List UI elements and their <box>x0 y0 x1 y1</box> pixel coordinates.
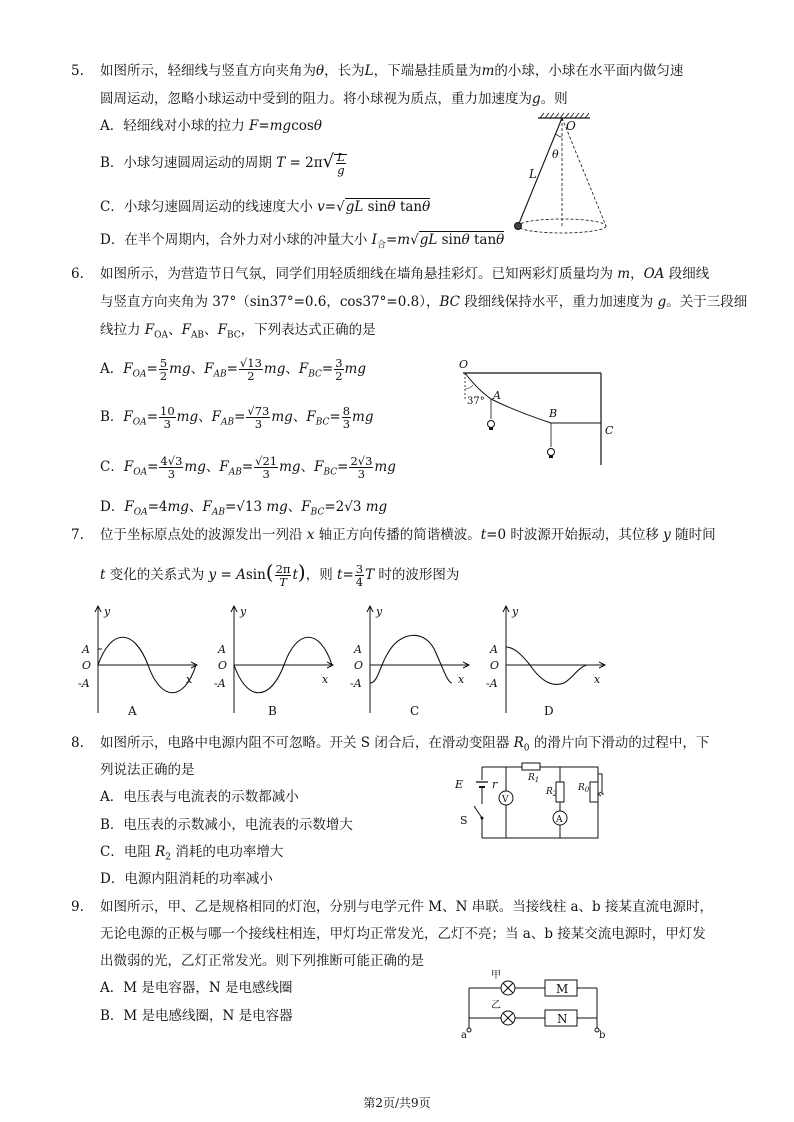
svg-text:y: y <box>104 605 111 618</box>
svg-text:-A: -A <box>350 677 362 690</box>
svg-text:-A: -A <box>486 677 498 690</box>
q5-option-b: B．小球匀速圆周运动的周期 T = 2π√ $\frac{L}{g}$ <box>100 150 345 177</box>
q8-stem-line1: 如图所示，电路中电源内阻不可忽略。开关 S 闭合后，在滑动变阻器 $R_0$ 的滑片向下滑动的过程中，下 <box>100 735 710 754</box>
page-footer: 第2页/共9页 <box>363 1096 431 1110</box>
q7-stem-line1: 位于坐标原点处的波源发出一列沿 x 轴正方向传播的简谐横波。t=0 时波源开始振动，其位移 y 随时间 <box>100 527 716 543</box>
q6-option-d: D．$F_{OA}=4mg$、$F_{AB}=√13$ mg、$F_{BC}=2√3$ mg <box>100 499 388 518</box>
svg-text:-A: -A <box>78 677 90 690</box>
q8-label-r0: $R_0$ <box>578 783 590 794</box>
q6-label-a: A <box>493 389 501 402</box>
q7-graph-b <box>212 603 337 723</box>
q8-label-s: S <box>460 814 468 827</box>
q6-stem-line1: 如图所示，为营造节日气氛，同学们用轻质细线在墙角悬挂彩灯。已知两彩灯质量均为 m，OA 段细线 <box>100 266 710 282</box>
q6-option-a: A．$F_{OA}=$ $\frac{5}{2}$ mg、$F_{AB}=$ $\frac{√13}{2}$ mg、$F_{BC}=$ $\frac{3}{2}$ mg <box>100 356 366 383</box>
q6-label-c: C <box>605 424 614 437</box>
q6-option-c: C．$F_{OA}=$ $\frac{4√3}{3}$ mg、$F_{AB}=$ $\frac{√21}{3}$ mg、$F_{BC}=$ $\frac{2√3}{3}$ mg <box>100 454 396 481</box>
q9-label-yi: 乙 <box>491 1000 501 1011</box>
svg-text:O: O <box>218 659 228 672</box>
q7-graph-b-label: B <box>268 704 277 718</box>
q8-number: 8. <box>71 735 84 751</box>
q9-label-n: N <box>557 1012 568 1026</box>
q5-option-c: C．小球匀速圆周运动的线速度大小 v=√gL sinθ tanθ <box>100 199 431 215</box>
q6-stem-line3: 线拉力 $F_{OA}$、$F_{AB}$、$F_{BC}$，下列表达式正确的是 <box>100 322 376 341</box>
q9-label-b: b <box>599 1030 606 1041</box>
q9-stem-line2: 无论电源的正极与哪一个接线柱相连，甲灯均正常发光，乙灯不亮；当 a、b 接某交流电源时，甲灯发 <box>100 926 706 942</box>
svg-text:O: O <box>354 659 364 672</box>
q8-option-d: D．电源内阻消耗的功率减小 <box>100 871 273 887</box>
q6-label-b: B <box>549 407 558 420</box>
q9-stem-line3: 出微弱的光，乙灯正常发光。则下列推断可能正确的是 <box>100 953 424 969</box>
q9-option-a: A．M 是电容器，N 是电感线圈 <box>100 980 293 996</box>
q5-number: 5. <box>71 63 84 79</box>
q6-label-o: O <box>459 358 469 371</box>
q8-option-c: C．电阻 $R_2$ 消耗的电功率增大 <box>100 844 284 863</box>
q8-circuit-figure <box>450 760 620 845</box>
svg-text:y: y <box>376 605 383 618</box>
q8-label-v: V <box>502 795 509 805</box>
q5-option-a: A．轻细线对小球的拉力 F=mgcosθ <box>100 118 322 134</box>
q8-option-b: B．电压表的示数减小，电流表的示数增大 <box>100 817 353 833</box>
svg-text:x: x <box>458 673 465 686</box>
svg-text:A: A <box>354 643 362 656</box>
q9-option-b: B．M 是电感线圈，N 是电容器 <box>100 1008 293 1024</box>
q5-option-d: D．在半个周期内，合外力对小球的冲量大小 $I_合=m√gL$ sinθ tanθ <box>100 232 505 251</box>
q7-number: 7. <box>71 527 84 543</box>
q5-label-theta: θ <box>552 148 559 161</box>
q6-stem-line2: 与竖直方向夹角为 37°（sin37°=0.6，cos37°=0.8），BC 段细线保持水平，重力加速度为 g。关于三段细 <box>100 294 748 310</box>
q9-label-a: a <box>461 1030 467 1041</box>
svg-text:y: y <box>512 605 519 618</box>
q7-graph-a-label: A <box>128 704 137 718</box>
q9-circuit-figure <box>455 966 610 1041</box>
svg-text:x: x <box>322 673 329 686</box>
q5-label-l: L <box>529 167 537 181</box>
q8-stem-line2: 列说法正确的是 <box>100 762 195 778</box>
q6-label-angle: 37° <box>467 396 485 407</box>
q9-label-jia: 甲 <box>491 970 501 981</box>
q7-graph-c <box>348 603 473 723</box>
q8-label-ammeter: A <box>556 815 563 825</box>
q6-option-b: B．$F_{OA}=$ $\frac{10}{3}$ mg、$F_{AB}=$ $\frac{√73}{3}$ mg、$F_{BC}=$ $\frac{8}{3}$ mg <box>100 404 374 431</box>
q6-number: 6. <box>71 266 84 282</box>
svg-text:O: O <box>490 659 500 672</box>
q9-stem-line1: 如图所示，甲、乙是规格相同的灯泡，分别与电学元件 M、N 串联。当接线柱 a、b 接某直流电源时， <box>100 899 713 915</box>
svg-text:x: x <box>594 673 601 686</box>
q9-number: 9. <box>71 899 84 915</box>
q8-label-r1: $R_1$ <box>528 773 540 784</box>
q8-label-r2: $R_2$ <box>546 787 558 798</box>
q9-label-m: M <box>556 982 569 996</box>
svg-text:y: y <box>240 605 247 618</box>
q8-label-e: E <box>455 778 464 791</box>
svg-text:A: A <box>490 643 498 656</box>
svg-text:x: x <box>186 673 193 686</box>
q7-graph-c-label: C <box>410 704 420 718</box>
q7-graph-a <box>76 603 201 723</box>
svg-text:-A: -A <box>214 677 226 690</box>
q5-conical-pendulum-figure <box>500 110 620 240</box>
q8-option-a: A．电压表与电流表的示数都减小 <box>100 789 299 805</box>
svg-text:A: A <box>82 643 90 656</box>
q8-label-r: r <box>492 778 498 791</box>
q5-stem-line1: 如图所示，轻细线与竖直方向夹角为θ，长为L，下端悬挂质量为m的小球，小球在水平面内做匀速 <box>100 63 684 79</box>
q7-graph-d <box>484 603 609 723</box>
svg-text:O: O <box>82 659 92 672</box>
svg-text:A: A <box>218 643 226 656</box>
q5-label-o: O <box>566 119 576 133</box>
q7-graph-d-label: D <box>544 704 554 718</box>
q7-stem-line2: t 变化的关系式为 y = Asin( $\frac{2\pi}{T}$ t)，则 t= $\frac{3}{4}$ T 时的波形图为 <box>100 560 460 589</box>
q6-lanterns-figure <box>455 355 615 475</box>
q5-stem-line2: 圆周运动，忽略小球运动中受到的阻力。将小球视为质点，重力加速度为g。则 <box>100 91 568 107</box>
